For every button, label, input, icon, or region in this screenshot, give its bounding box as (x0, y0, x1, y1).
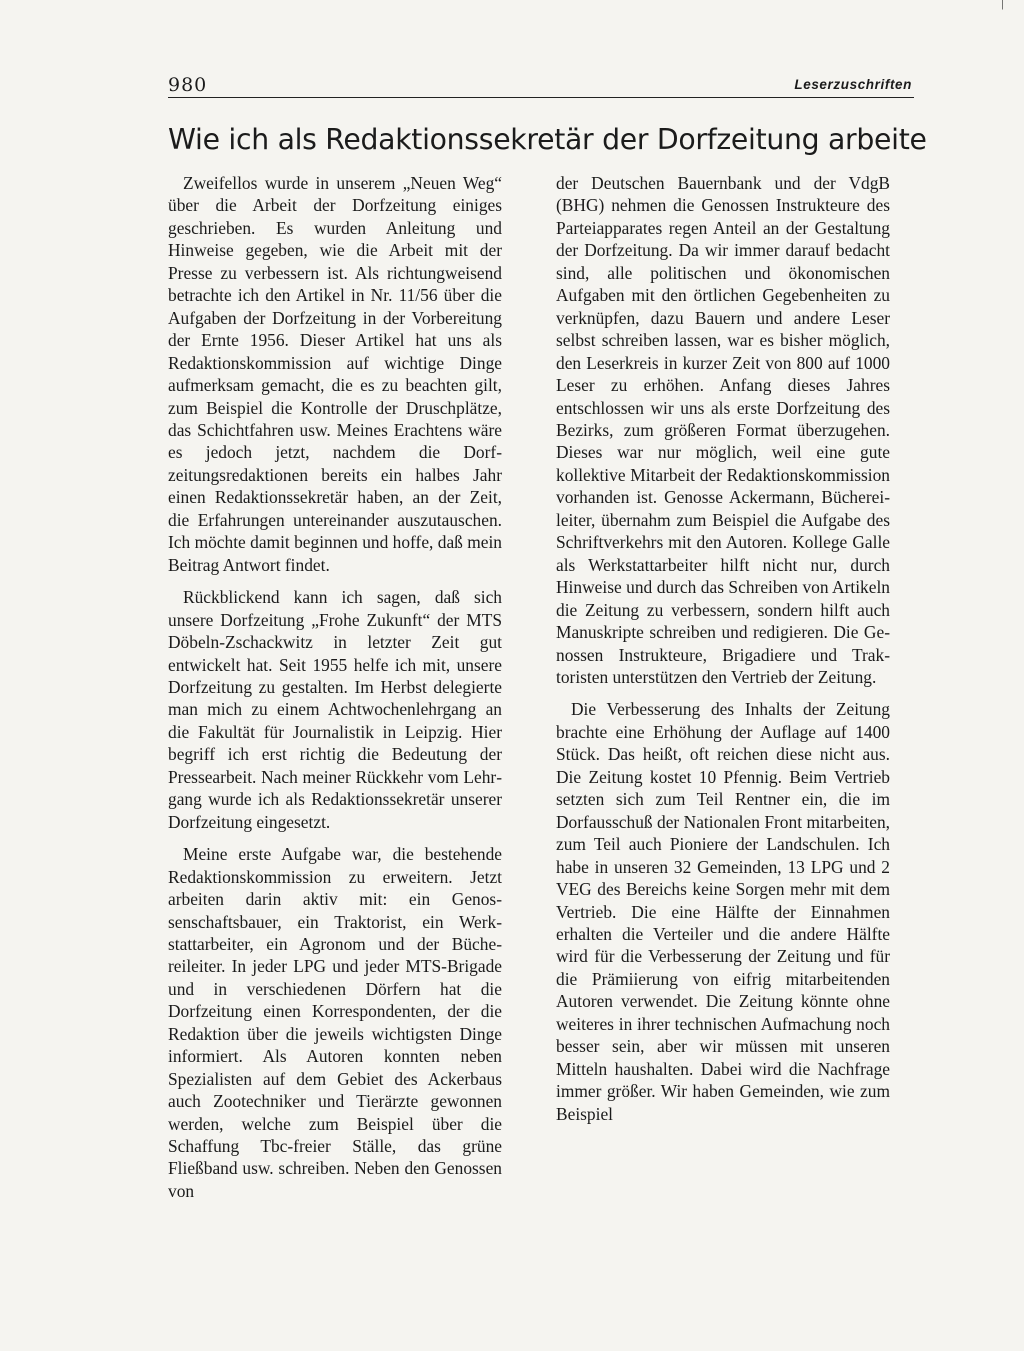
page-number: 980 (168, 74, 208, 96)
paragraph: Zweifellos wurde in unserem „Neuen Weg“ über die Arbeit der Dorfzeitung einiges geschrieben. Es wurden Anleitung und Hinweise gegeben, wie die Arbeit mit der Presse zu verbessern ist. Als richtungweisend betrachte ich den Artikel in Nr. 11/56 über die Aufgaben der Dorfzeitung in der Vorbereitung der Ernte 1956. Dieser Artikel hat uns als Redaktionskommission auf wichtige Dinge aufmerksam gemacht, die es zu beachten gilt, zum Beispiel die Kontrolle der Druschplätze, das Schichtfahren usw. Meines Erachtens wäre es jedoch jetzt, nachdem die Dorfzeitungsredaktionen bereits ein halbes Jahr einen Redaktionssekretär haben, an der Zeit, die Erfahrungen untereinander auszutauschen. Ich möchte damit beginnen und hoffe, daß mein Beitrag Antwort findet. (168, 173, 502, 575)
article-column-left (168, 172, 502, 1202)
paragraph: Rückblickend kann ich sagen, daß sich unsere Dorfzeitung „Frohe Zukunft“ der MTS Döbeln-Zschackwitz in letzter Zeit gut entwickelt hat. Seit 1955 helfe ich mit, unsere Dorfzeitung zu gestalten. Im Herbst delegierte man mich zu einem Achtwochenlehrgang an die Fakultät für Journalistik in Leipzig. Hier begriff ich erst richtig die Bedeutung der Pressearbeit. Nach meiner Rückkehr vom Lehrgang wurde ich als Redaktionssekretär unserer Dorfzeitung eingesetzt. (168, 587, 502, 832)
scan-corner-mark: | (1000, 0, 1004, 10)
header-rule (168, 97, 914, 98)
section-title: Leserzuschriften (794, 77, 912, 92)
paragraph: Die Verbesserung des Inhalts der Zeitung brachte eine Erhöhung der Auflage auf 1400 Stück. Das heißt, oft reichen diese nicht aus. Die Zeitung kostet 10 Pfennig. Beim Vertrieb setzten sich zum Teil Rentner ein, die im Dorfausschuß der Nationalen Front mitarbeiten, zum Teil auch Pioniere der Landschulen. Ich habe in unseren 32 Gemeinden, 13 LPG und 2 VEG des Bereichs keine Sorgen mehr mit dem Vertrieb. Die eine Hälfte der Einnahmen erhalten die Verteiler und die andere Hälfte wird für die Verbesserung der Zeitung und für die Prämiierung von eifrig mitarbeitenden Autoren verwendet. Die Zeitung könnte ohne weiteres in ihrer technischen Aufmachung noch besser sein, aber wir müssen mit unseren Mitteln haushalten. Dabei wird die Nachfrage immer größer. Wir haben Gemeinden, wie zum Beispiel (556, 699, 890, 1124)
article-column-right (556, 172, 890, 1125)
paragraph-continued: der Deutschen Bauernbank und der VdgB (BHG) nehmen die Genossen Instrukteure des Parteiapparates regen Anteil an der Gestaltung der Dorfzeitung. Da wir immer darauf bedacht sind, alle politischen und ökonomischen Aufgaben mit den örtlichen Gegebenheiten zu verknüpfen, dazu Bauern und andere Leser selbst schreiben lassen, war es bisher möglich, den Leserkreis in kurzer Zeit von 800 auf 1000 Leser zu erhöhen. Anfang dieses Jahres entschlossen wir uns als erste Dorfzeitung des Bezirks, zum größeren Format überzugehen. Dieses war nur möglich, weil eine gute kollektive Mitarbeit der Redaktionskommission vorhanden ist. Genosse Ackermann, Büchereileiter, übernahm zum Beispiel die Aufgabe des Schriftverkehrs mit den Autoren. Kollege Galle als Werkstattarbeiter hilft nicht nur, durch Hinweise und durch das Schreiben von Artikeln die Zeitung zu verbessern, sondern hilft auch Manuskripte schreiben und redigieren. Die Genossen Instrukteure, Brigadiere und Traktoristen unterstützen den Vertrieb der Zeitung. (556, 173, 890, 687)
article-headline: Wie ich als Redaktionssekretär der Dorfzeitung arbeite (168, 123, 927, 156)
paragraph: Meine erste Aufgabe war, die bestehende Redaktionskommission zu erweitern. Jetzt arbeiten darin aktiv mit: ein Genossenschaftsbauer, ein Traktorist, ein Werkstattarbeiter, ein Agronom und der Büchereileiter. In jeder LPG und jeder MTS-Brigade und in verschiedenen Dörfern hat die Dorfzeitung einen Korrespondenten, der die Redaktion über die jeweils wichtigsten Dinge informiert. Als Autoren konnten neben Spezialisten auf dem Gebiet des Ackerbaus auch Zootechniker und Tierärzte gewonnen werden, welche zum Beispiel über die Schaffung Tbc-freier Ställe, das grüne Fließband usw. schreiben. Neben den Genossen von (168, 844, 502, 1201)
